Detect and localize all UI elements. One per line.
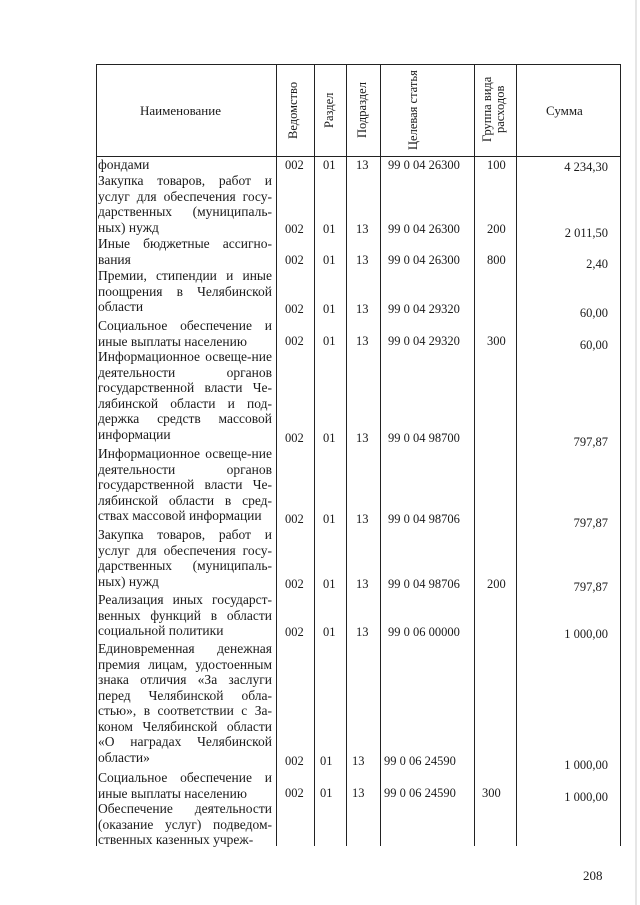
cell-group: 300 (487, 334, 506, 348)
row-name: Иные бюджетные ассигно-вания (98, 236, 272, 267)
cell-razdel: 01 (323, 158, 336, 172)
row-name: Обеспечение деятельности (оказание услуг) подведом-ственных казенных учреж- (98, 801, 272, 847)
header-vedomstvo: Ведомство (286, 81, 300, 139)
row-name: фондами (98, 157, 150, 172)
cell-podrazdel: 13 (356, 431, 369, 445)
cell-vedomstvo: 002 (285, 431, 304, 445)
cell-podrazdel: 13 (356, 625, 369, 639)
column-divider (314, 64, 315, 846)
cell-target: 99 0 06 00000 (388, 625, 460, 639)
cell-podrazdel: 13 (356, 577, 369, 591)
cell-sum: 4 234,30 (564, 160, 608, 174)
cell-group: 300 (482, 786, 501, 800)
column-divider (346, 64, 347, 846)
cell-razdel: 01 (320, 754, 333, 768)
cell-razdel: 01 (323, 625, 336, 639)
cell-vedomstvo: 002 (285, 786, 304, 800)
page-number: 208 (583, 868, 603, 883)
cell-vedomstvo: 002 (285, 577, 304, 591)
row-name: Закупка товаров, работ и услуг для обеспечения госу-дарственных (муниципаль-ных) нужд (98, 527, 272, 589)
cell-podrazdel: 13 (352, 754, 365, 768)
cell-target: 99 0 06 24590 (384, 754, 456, 768)
cell-razdel: 01 (323, 577, 336, 591)
header-target: Целевая статья (406, 70, 420, 150)
table-border-left (96, 64, 97, 846)
cell-vedomstvo: 002 (285, 334, 304, 348)
row-name: Социальное обеспечение и иные выплаты населению (98, 770, 272, 801)
cell-podrazdel: 13 (356, 222, 369, 236)
cell-podrazdel: 13 (352, 786, 365, 800)
cell-target: 99 0 04 26300 (388, 222, 460, 236)
cell-razdel: 01 (323, 253, 336, 267)
cell-sum: 797,87 (573, 435, 608, 449)
row-name: Реализация иных государст-венных функций в области социальной политики (98, 592, 272, 638)
row-name: Информационное освеще-ние деятельности органов государственной власти Че-лябинской области и под-держка средств массовой информации (98, 349, 272, 442)
row-name: Премии, стипендии и иные поощрения в Челябинской области (98, 268, 272, 314)
cell-sum: 60,00 (579, 306, 608, 320)
cell-sum: 2 011,50 (564, 226, 608, 240)
scan-edge (635, 0, 637, 905)
header-sum: Сумма (546, 103, 583, 118)
cell-vedomstvo: 002 (285, 754, 304, 768)
cell-target: 99 0 04 98700 (388, 431, 460, 445)
header-razdel: Раздел (322, 92, 336, 128)
cell-razdel: 01 (323, 302, 336, 316)
cell-target: 99 0 06 24590 (384, 786, 456, 800)
cell-group: 200 (487, 222, 506, 236)
cell-podrazdel: 13 (356, 512, 369, 526)
header-name: Наименование (140, 103, 221, 118)
cell-target: 99 0 04 26300 (388, 158, 460, 172)
column-divider (516, 64, 517, 846)
row-name: Закупка товаров, работ и услуг для обеспечения госу-дарственных (муниципаль-ных) нужд (98, 173, 272, 235)
column-divider (380, 64, 381, 846)
cell-group: 200 (487, 577, 506, 591)
cell-razdel: 01 (323, 334, 336, 348)
row-name: Единовременная денежная премия лицам, удостоенным знака отличия «За заслуги перед Челябинской обла-стью», в соответствии с За-коном Челябинской области «О наградах Челябинской области» (98, 641, 272, 765)
cell-target: 99 0 04 29320 (388, 302, 460, 316)
cell-razdel: 01 (320, 786, 333, 800)
cell-vedomstvo: 002 (285, 625, 304, 639)
cell-razdel: 01 (323, 222, 336, 236)
row-name: Социальное обеспечение и иные выплаты населению (98, 318, 272, 349)
cell-sum: 2,40 (586, 257, 608, 271)
cell-razdel: 01 (323, 512, 336, 526)
table-border-top (96, 64, 621, 65)
cell-vedomstvo: 002 (285, 302, 304, 316)
cell-podrazdel: 13 (356, 334, 369, 348)
cell-sum: 797,87 (573, 516, 608, 530)
column-divider (276, 64, 277, 846)
cell-group: 800 (487, 253, 506, 267)
cell-podrazdel: 13 (356, 253, 369, 267)
header-podrazdel: Подраздел (355, 82, 369, 138)
cell-target: 99 0 04 98706 (388, 577, 460, 591)
cell-sum: 1 000,00 (564, 627, 608, 641)
row-name: Информационное освеще-ние деятельности органов государственной власти Че-лябинской области в сред-ствах массовой информации (98, 446, 272, 523)
cell-sum: 1 000,00 (564, 790, 608, 804)
cell-vedomstvo: 002 (285, 512, 304, 526)
cell-target: 99 0 04 98706 (388, 512, 460, 526)
header-group: Группа вида расходов (480, 76, 507, 142)
cell-target: 99 0 04 26300 (388, 253, 460, 267)
column-divider (474, 64, 475, 846)
cell-vedomstvo: 002 (285, 158, 304, 172)
cell-razdel: 01 (323, 431, 336, 445)
cell-target: 99 0 04 29320 (388, 334, 460, 348)
cell-podrazdel: 13 (356, 302, 369, 316)
cell-podrazdel: 13 (356, 158, 369, 172)
cell-vedomstvo: 002 (285, 222, 304, 236)
table-border-right (620, 64, 621, 846)
cell-sum: 797,87 (573, 580, 608, 594)
cell-group: 100 (487, 158, 506, 172)
cell-sum: 60,00 (579, 338, 608, 352)
cell-sum: 1 000,00 (564, 758, 608, 772)
cell-vedomstvo: 002 (285, 253, 304, 267)
